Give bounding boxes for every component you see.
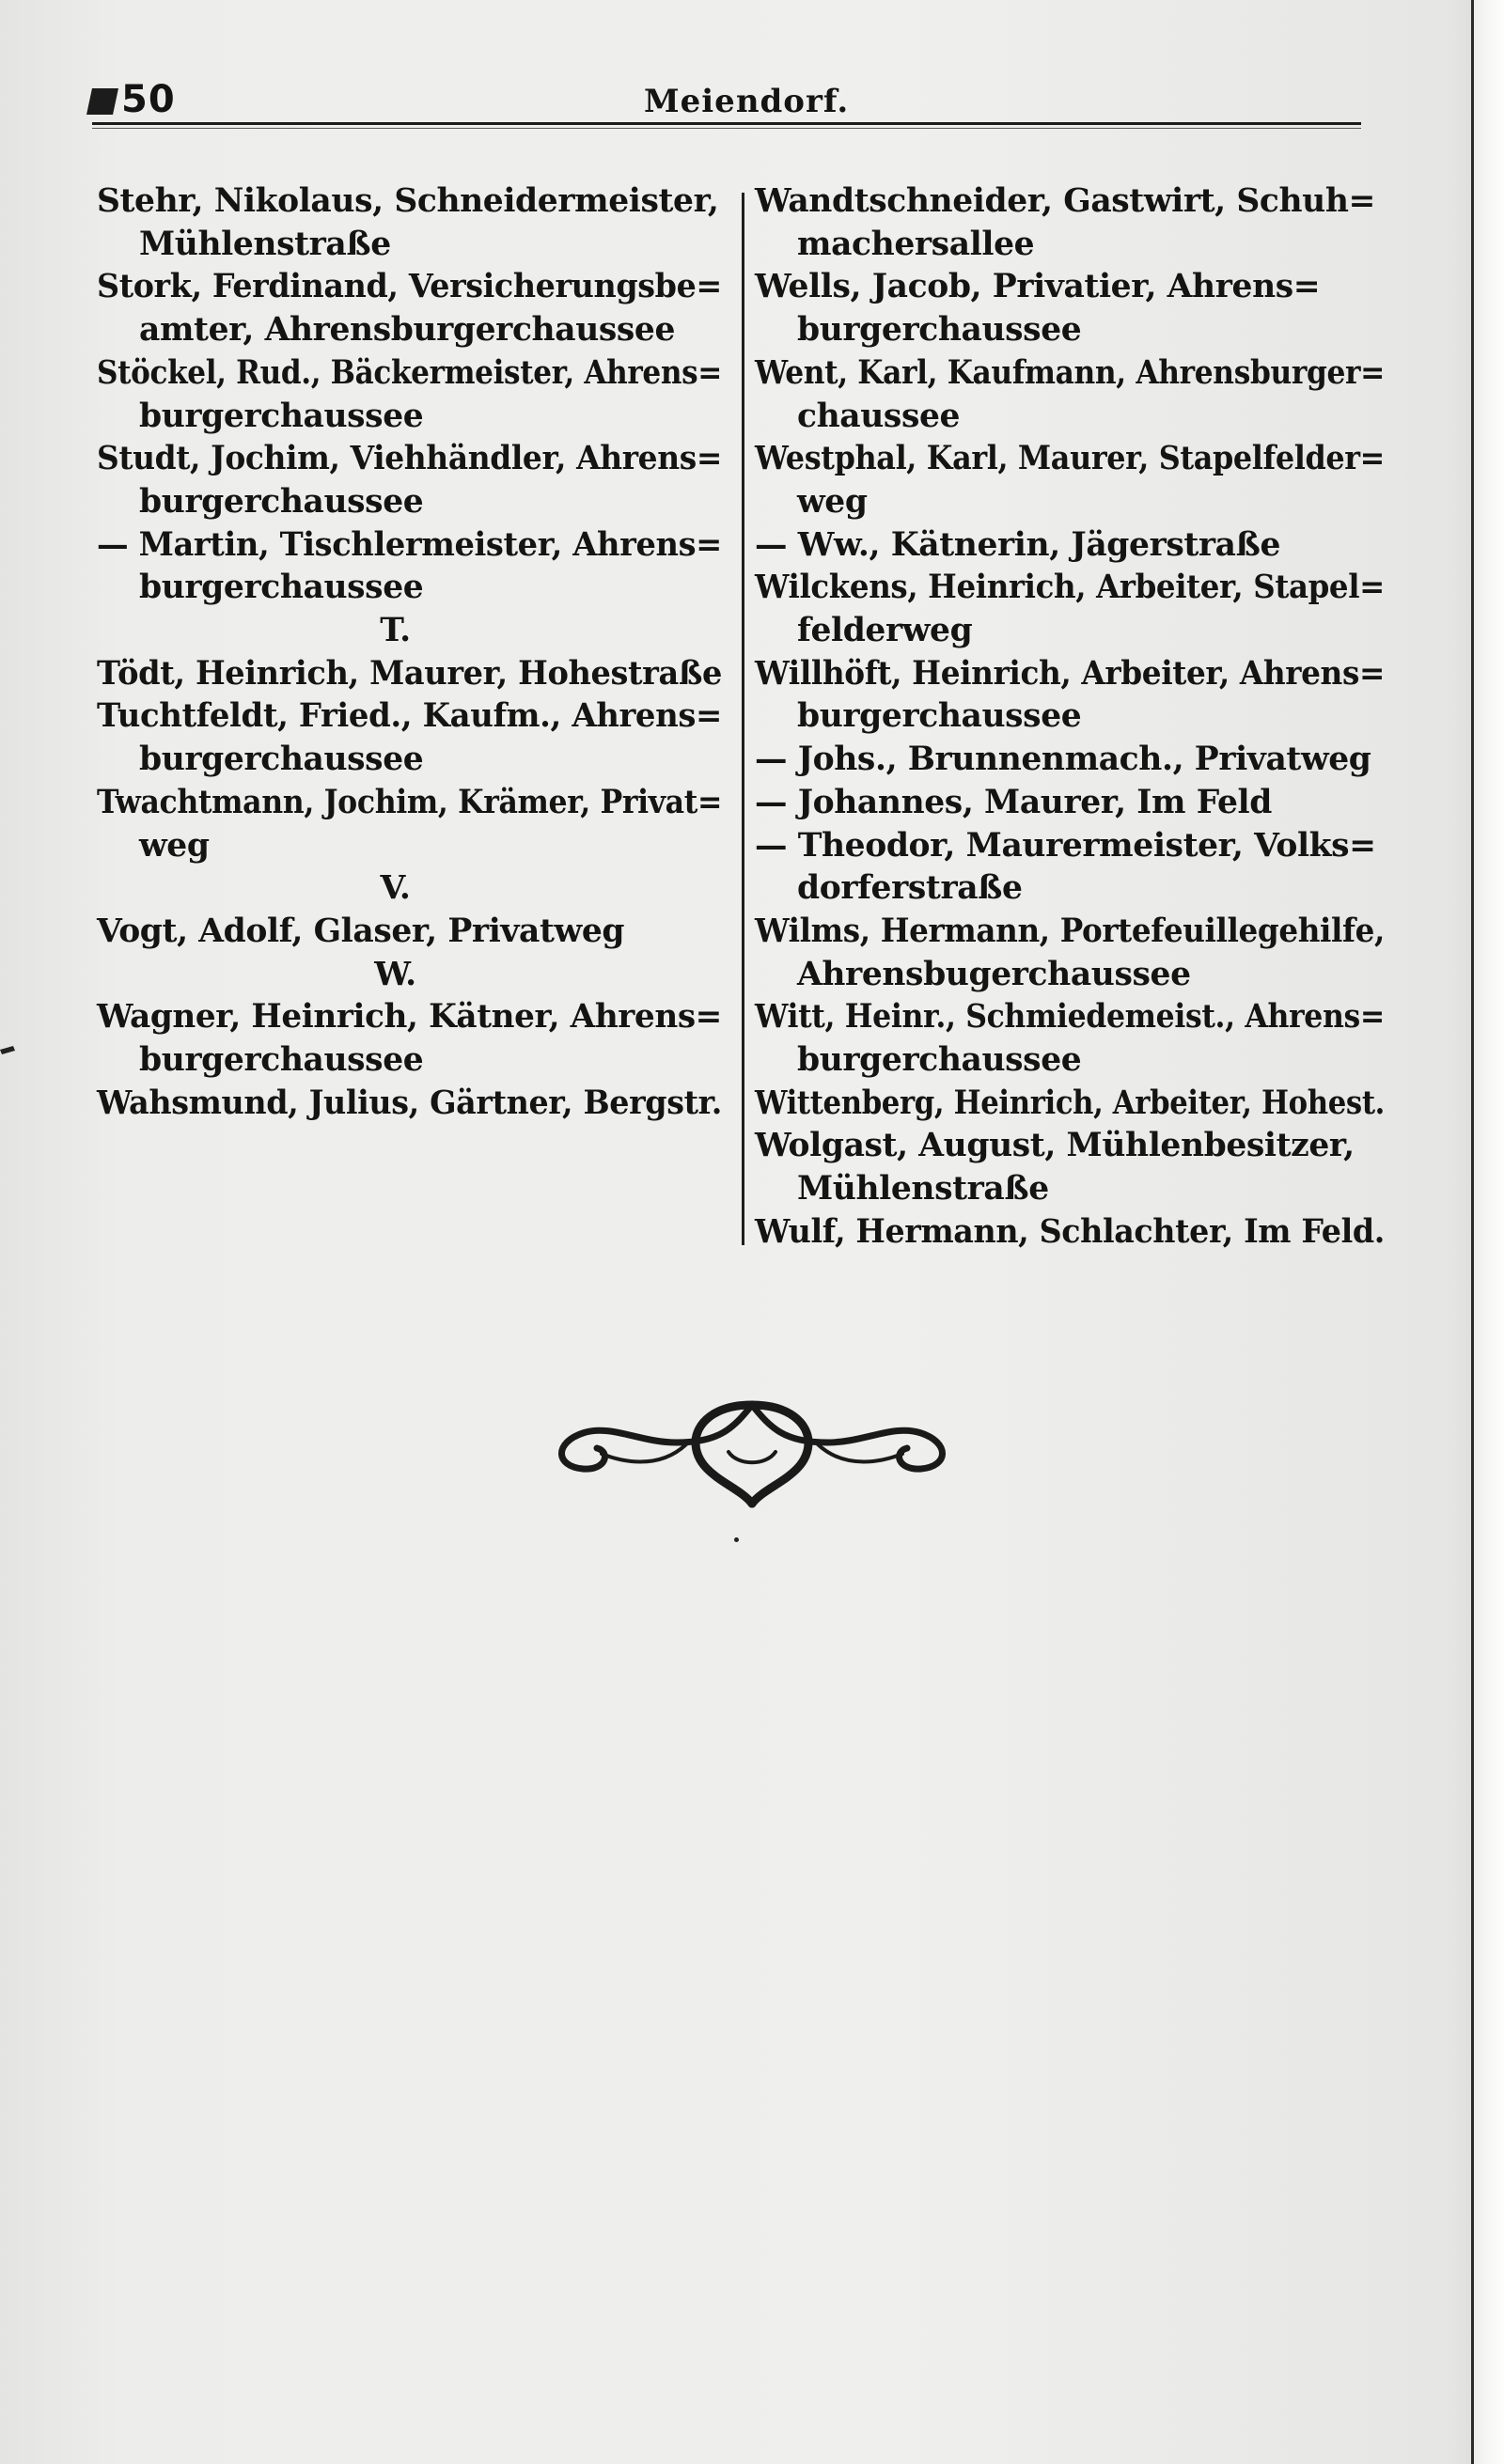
entry-line: — Johs., Brunnenmach., Privatweg <box>755 741 1371 779</box>
running-title: Meiendorf. <box>644 83 850 120</box>
entry-line: Wells, Jacob, Privatier, Ahrens= <box>755 268 1321 306</box>
entry-continuation: burgerchaussee <box>139 741 424 779</box>
entry-line: — Johannes, Maurer, Im Feld <box>755 783 1272 821</box>
directory-entry <box>755 782 1385 825</box>
directory-entry <box>755 266 1385 351</box>
directory-entry <box>755 1211 1385 1255</box>
directory-entry <box>97 911 722 954</box>
header-rule <box>92 122 1361 125</box>
directory-entry <box>97 266 722 351</box>
directory-entry <box>755 653 1385 739</box>
entry-line: Wolgast, August, Mühlenbesitzer, <box>755 1127 1355 1165</box>
ornament-dot <box>734 1537 739 1542</box>
page-header <box>89 73 1363 130</box>
directory-entry <box>97 524 722 610</box>
entry-continuation: burgerchaussee <box>797 1041 1082 1080</box>
entry-continuation: machersallee <box>797 225 1035 263</box>
letter-heading: W. <box>374 955 416 993</box>
entry-line: Stöckel, Rud., Bäckermeister, Ahrens= <box>97 353 722 392</box>
directory-entry <box>755 911 1385 996</box>
directory-entry <box>755 1083 1385 1126</box>
directory-entry <box>755 438 1385 523</box>
entry-line: Wagner, Heinrich, Kätner, Ahrens= <box>97 998 722 1037</box>
entry-line: Wilms, Hermann, Portefeuillegehilfe, <box>755 912 1386 950</box>
entry-line: — Theodor, Maurermeister, Volks= <box>755 826 1376 865</box>
entry-continuation: burgerchaussee <box>139 482 424 521</box>
directory-entry <box>97 782 722 867</box>
entry-line: — Martin, Tischlermeister, Ahrens= <box>97 525 722 564</box>
entry-continuation: amter, Ahrensburgerchaussee <box>139 311 676 350</box>
entry-continuation: weg <box>139 826 210 865</box>
entry-line: Vogt, Adolf, Glaser, Privatweg <box>97 912 625 950</box>
letter-heading: T. <box>380 612 411 650</box>
entry-line: Witt, Heinr., Schmiedemeist., Ahrens= <box>755 998 1385 1037</box>
directory-entry <box>97 1083 722 1126</box>
left-column <box>97 180 722 1125</box>
directory-entry <box>97 180 722 266</box>
entry-line: Tuchtfeldt, Fried., Kaufm., Ahrens= <box>97 697 723 736</box>
entry-continuation: Ahrensbugerchaussee <box>797 955 1191 993</box>
entry-line: Wulf, Hermann, Schlachter, Im Feld. <box>755 1212 1385 1251</box>
directory-entry <box>755 996 1385 1082</box>
directory-entry <box>97 695 722 781</box>
directory-entry <box>755 352 1385 438</box>
directory-entry <box>755 825 1385 911</box>
entry-line: Stork, Ferdinand, Versicherungsbe= <box>97 268 722 306</box>
entry-continuation: felderweg <box>797 612 973 650</box>
directory-entry <box>755 1125 1385 1210</box>
entry-line: Studt, Jochim, Viehhändler, Ahrens= <box>97 440 722 478</box>
entry-line: Twachtmann, Jochim, Krämer, Privat= <box>97 783 723 821</box>
entry-line: Wittenberg, Heinrich, Arbeiter, Hohest. <box>755 1084 1385 1122</box>
entry-continuation: burgerchaussee <box>139 569 424 607</box>
directory-entry <box>97 352 722 438</box>
entry-continuation: Mühlenstraße <box>797 1170 1049 1209</box>
directory-entry <box>97 653 722 696</box>
entry-continuation: burgerchaussee <box>139 1041 424 1080</box>
entry-continuation: chaussee <box>797 397 961 435</box>
entry-continuation: Mühlenstraße <box>139 225 391 263</box>
entry-continuation: burgerchaussee <box>797 697 1082 736</box>
entry-line: Wahsmund, Julius, Gärtner, Bergstr. <box>97 1084 722 1122</box>
entry-line: Stehr, Nikolaus, Schneidermeister, <box>97 182 719 220</box>
page-number: 50 <box>89 73 176 126</box>
page-edge <box>1471 0 1504 2464</box>
entry-line: — Ww., Kätnerin, Jägerstraße <box>755 525 1280 564</box>
header-rule-thin <box>92 128 1361 129</box>
directory-entry <box>97 996 722 1082</box>
margin-mark <box>0 1043 17 1056</box>
directory-entry <box>755 524 1385 568</box>
entry-continuation: weg <box>797 482 868 521</box>
entry-line: Went, Karl, Kaufmann, Ahrensburger= <box>755 353 1385 392</box>
entry-line: Wilckens, Heinrich, Arbeiter, Stapel= <box>755 569 1385 607</box>
directory-entry <box>755 180 1385 266</box>
right-column <box>755 180 1385 1255</box>
entry-line: Tödt, Heinrich, Maurer, Hohestraße <box>97 654 723 693</box>
entry-continuation: burgerchaussee <box>797 311 1082 350</box>
entry-line: Willhöft, Heinrich, Arbeiter, Ahrens= <box>755 654 1386 693</box>
ornament-flourish <box>545 1386 959 1508</box>
entry-continuation: burgerchaussee <box>139 397 424 435</box>
directory-entry <box>755 739 1385 782</box>
column-divider <box>742 193 744 1245</box>
entry-line: Westphal, Karl, Maurer, Stapelfelder= <box>755 440 1385 478</box>
letter-heading: V. <box>380 869 411 908</box>
directory-entry <box>755 567 1385 652</box>
directory-entry <box>97 438 722 523</box>
entry-line: Wandtschneider, Gastwirt, Schuh= <box>755 182 1376 220</box>
entry-continuation: dorferstraße <box>797 869 1023 908</box>
